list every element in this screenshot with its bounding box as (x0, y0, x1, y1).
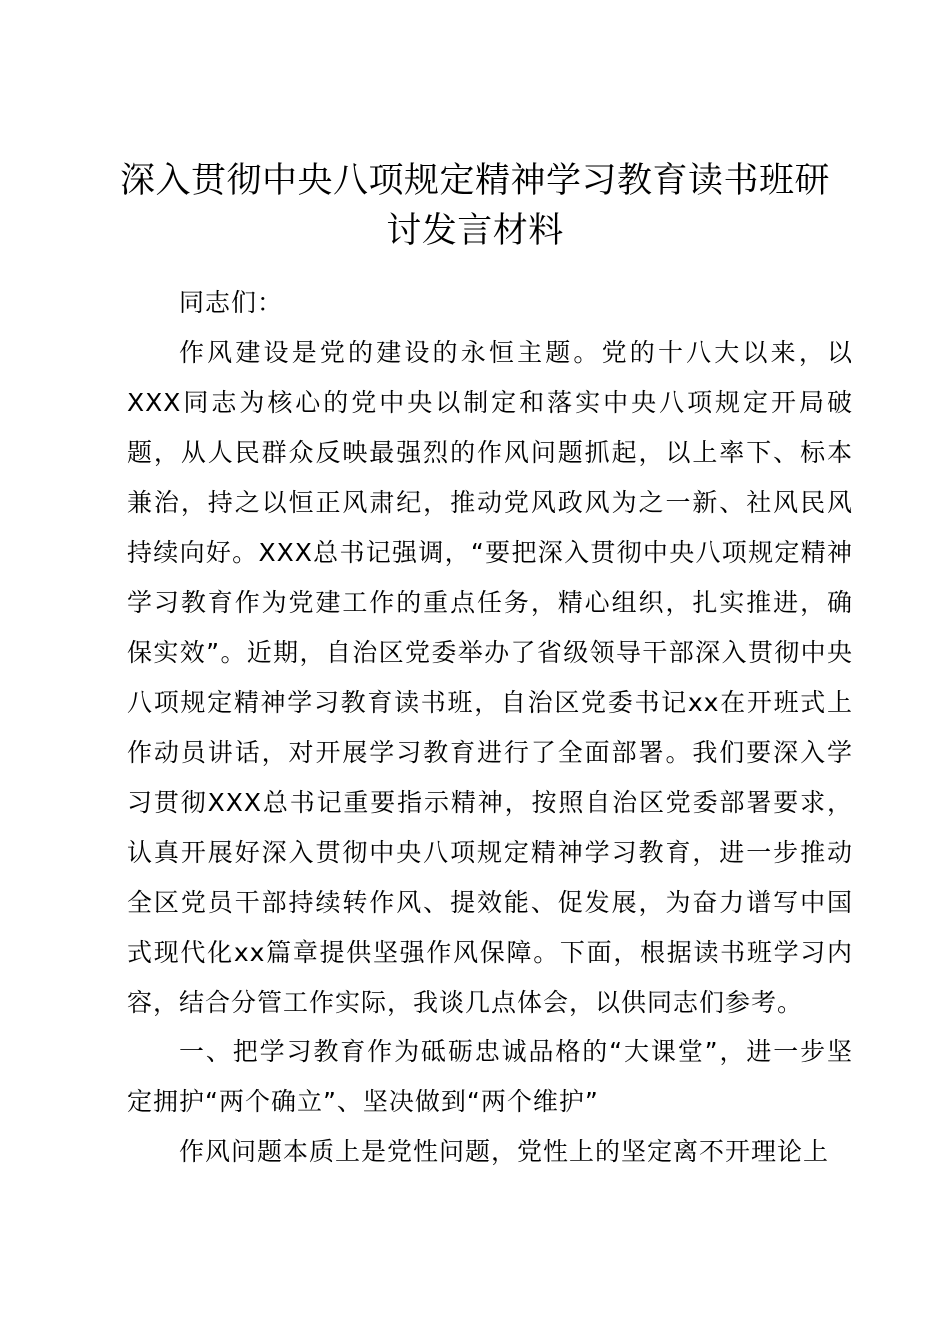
body-paragraph-1: 作风建设是党的建设的永恒主题。党的十八大以来，以XXX同志为核心的党中央以制定和落实中央八项规定开局破题，从人民群众反映最强烈的作风问题抓起，以上率下、标本兼治，持之以恒正风肃纪，推动党风政风为之一新、社风民风持续向好。XXX总书记强调，“要把深入贯彻中央八项规定精神学习教育作为党建工作的重点任务，精心组织，扎实推进，确保实效”。近期，自治区党委举办了省级领导干部深入贯彻中央八项规定精神学习教育读书班，自治区党委书记xx在开班式上作动员讲话，对开展学习教育进行了全面部署。我们要深入学习贯彻XXX总书记重要指示精神，按照自治区党委部署要求，认真开展好深入贯彻中央八项规定精神学习教育，进一步推动全区党员干部持续转作风、提效能、促发展，为奋力谱写中国式现代化xx篇章提供坚强作风保障。下面，根据读书班学习内容，结合分管工作实际，我谈几点体会，以供同志们参考。 (127, 338, 853, 1017)
section-paragraph-1: 作风问题本质上是党性问题，党性上的坚定离不开理论上 (179, 1137, 830, 1166)
salutation: 同志们： (179, 288, 284, 317)
section-heading-1: 一、把学习教育作为砥砺忠诚品格的“大课堂”，进一步坚定拥护“两个确立”、坚决做到“两个维护” (127, 1037, 853, 1116)
document-title: 深入贯彻中央八项规定精神学习教育读书班研讨发言材料 (119, 161, 830, 251)
